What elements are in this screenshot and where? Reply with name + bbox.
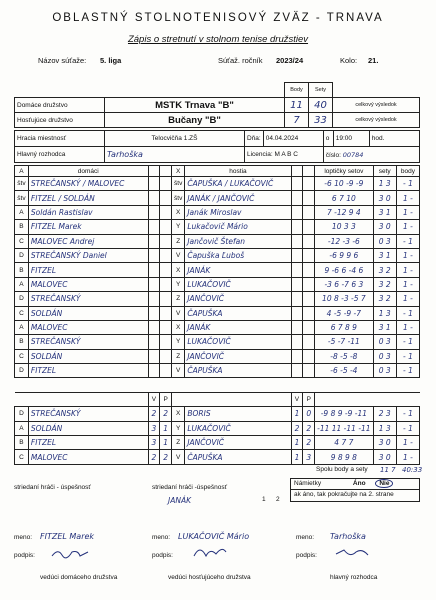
away-p <box>303 248 315 262</box>
home-slot: D <box>15 364 29 378</box>
col-set-points: loptičky setov <box>315 166 373 177</box>
home-slot: D <box>15 407 29 421</box>
home-player: FITZEL <box>28 364 148 378</box>
away-player: ČAPUŠKA / LUKAČOVIČ <box>185 177 291 191</box>
teams-table <box>14 82 420 128</box>
away-player: Jančovič Štefan <box>185 234 291 248</box>
away-name-label: meno: <box>152 534 171 541</box>
home-v <box>148 306 160 320</box>
away-p <box>303 234 315 248</box>
home-slot: A <box>15 421 29 435</box>
away-slot: Z <box>172 436 185 450</box>
home-slot: D <box>15 248 29 262</box>
objections-yes[interactable]: Áno <box>352 480 366 487</box>
points: - 1 <box>396 306 419 320</box>
totals-sets: 40:33 <box>402 466 423 474</box>
away-player: LUKAČOVIČ <box>185 335 291 349</box>
totals-label: Spolu body a sety <box>316 466 368 473</box>
season-label: Súťaž. ročník <box>218 56 263 65</box>
home-p <box>160 234 172 248</box>
away-v <box>291 220 303 234</box>
home-slot: A <box>15 205 29 219</box>
competition-value: 5. liga <box>100 56 122 65</box>
points: 1 - <box>396 220 419 234</box>
home-v <box>148 320 160 334</box>
table-row <box>15 234 420 248</box>
points: - 1 <box>396 364 419 378</box>
home-v <box>148 349 160 363</box>
away-p: 2 <box>303 421 315 435</box>
away-slot: V <box>172 248 185 262</box>
totals-points: 11 7 <box>380 466 396 474</box>
away-v: 1 <box>291 436 303 450</box>
away-player: LUKAČOVIČ <box>185 277 291 291</box>
licence-number: 00784 <box>342 150 364 159</box>
home-player: MALOVEC <box>28 277 148 291</box>
away-p: 3 <box>303 450 315 464</box>
away-slot: Z <box>172 349 185 363</box>
home-slot: B <box>15 436 29 450</box>
away-v-header: V <box>291 392 303 406</box>
points: 1 - <box>396 191 419 205</box>
away-player: JANČOVIČ <box>185 436 291 450</box>
home-slot: C <box>15 306 29 320</box>
set-points: -9 8 9 -9 -11 <box>315 407 373 421</box>
sets: 1 3 <box>373 177 396 191</box>
home-points: 11 <box>285 98 309 113</box>
vp-header-row <box>15 392 420 406</box>
table-row <box>15 349 420 363</box>
away-slot: V <box>172 364 185 378</box>
ref-name: Tarhoška <box>330 532 366 541</box>
points: 1 - <box>396 436 419 450</box>
sets: 3 1 <box>373 248 396 262</box>
away-player: BORIS <box>185 407 291 421</box>
set-points: -3 6 -7 6 3 <box>315 277 373 291</box>
home-slot: C <box>15 234 29 248</box>
set-points: -6 10 -9 -9 <box>315 177 373 191</box>
away-p <box>303 177 315 191</box>
set-points: -6 -5 -4 <box>315 364 373 378</box>
home-subs-label: striedaní hráči - úspešnosť <box>14 484 91 491</box>
sets: 0 3 <box>373 234 396 248</box>
home-v <box>148 364 160 378</box>
home-p <box>160 220 172 234</box>
table-row <box>15 335 420 349</box>
round-label: Kolo: <box>340 56 358 65</box>
points: - 1 <box>396 421 419 435</box>
time-value: 19:00 <box>333 131 369 147</box>
away-sub-p: 2 <box>276 496 280 503</box>
points: 1 - <box>396 320 419 334</box>
home-v-header: V <box>148 392 160 406</box>
table-row <box>15 248 420 262</box>
points: 1 - <box>396 263 419 277</box>
spacer <box>172 392 185 406</box>
page-subtitle: Zápis o stretnutí v stolnom tenise družstiev <box>127 34 309 45</box>
col-sets: sety <box>373 166 396 177</box>
away-subs-label: striedaní hráči -úspešnosť <box>152 484 228 491</box>
date-value: 04.04.2024 <box>263 131 323 147</box>
table-row <box>15 450 420 464</box>
home-player: FITZEL <box>28 263 148 277</box>
away-p <box>303 220 315 234</box>
set-points: 10 8 -3 -5 7 <box>315 292 373 306</box>
home-p <box>160 349 172 363</box>
licence-options: M A B C <box>274 151 298 158</box>
home-signature <box>50 546 90 560</box>
home-v <box>148 277 160 291</box>
set-points: 6 7 8 9 <box>315 320 373 334</box>
objections-label: Námietky <box>294 480 322 487</box>
col-points: body <box>396 166 419 177</box>
away-player: Lukačovič Mário <box>185 220 291 234</box>
away-slot: Y <box>172 335 185 349</box>
home-slot: A <box>15 277 29 291</box>
set-points: 4 -5 -9 -7 <box>315 306 373 320</box>
home-v <box>148 220 160 234</box>
home-sign-label: podpis: <box>14 552 35 559</box>
sets: 0 3 <box>373 364 396 378</box>
home-player: FITZEL Marek <box>28 220 148 234</box>
away-team-label: Hosťujúce družstvo <box>15 113 105 128</box>
home-v <box>148 234 160 248</box>
home-slot: štv <box>15 177 29 191</box>
away-v <box>291 306 303 320</box>
points: 1 - <box>396 450 419 464</box>
licence-number-label: číslo: <box>325 151 341 159</box>
home-p <box>160 177 172 191</box>
set-points: 9 8 9 8 <box>315 450 373 464</box>
away-team-name: Bučany "B" <box>105 113 285 128</box>
col-home: domáci <box>28 166 148 177</box>
spacer <box>28 392 148 406</box>
col-away: hostia <box>185 166 291 177</box>
away-sub-v: 1 <box>262 496 266 503</box>
away-slot: Y <box>172 277 185 291</box>
set-points: -11 11 -11 -11 <box>315 421 373 435</box>
overall-label-home: celkový výsledok <box>333 98 420 113</box>
set-points: -8 -5 -8 <box>315 349 373 363</box>
away-player: Čapuška Ľuboš <box>185 248 291 262</box>
points: - 1 <box>396 349 419 363</box>
home-p <box>160 205 172 219</box>
away-slot: X <box>172 205 185 219</box>
home-sets: 40 <box>309 98 333 113</box>
home-slot: C <box>15 349 29 363</box>
points: - 1 <box>396 407 419 421</box>
sets: 1 3 <box>373 306 396 320</box>
table-row <box>15 220 420 234</box>
away-v <box>291 364 303 378</box>
referee-value: Tarhoška <box>105 147 245 163</box>
objections-row <box>290 478 420 490</box>
home-v <box>148 248 160 262</box>
home-p: 1 <box>160 421 172 435</box>
season-value: 2023/24 <box>276 56 304 65</box>
table-row <box>15 191 420 205</box>
away-slot: V <box>172 450 185 464</box>
away-p <box>303 306 315 320</box>
away-player: ČAPUŠKA <box>185 306 291 320</box>
away-slot: Y <box>172 421 185 435</box>
home-player: SOLDÁN <box>28 306 148 320</box>
home-team-name: MSTK Trnava "B" <box>105 98 285 113</box>
spacer <box>185 392 291 406</box>
home-v: 3 <box>148 436 160 450</box>
away-v <box>291 277 303 291</box>
home-slot: D <box>15 292 29 306</box>
home-v <box>148 335 160 349</box>
home-player: MALOVEC Andrej <box>28 234 148 248</box>
set-points: 6 7 10 <box>315 191 373 205</box>
away-p: 0 <box>303 407 315 421</box>
set-points: 7 -12 9 4 <box>315 205 373 219</box>
away-v: 2 <box>291 421 303 435</box>
table-row <box>15 177 420 191</box>
objections-continue: ak áno, tak pokračujte na 2. strane <box>290 490 420 502</box>
home-v: 2 <box>148 407 160 421</box>
venue-value: Telocvičňa 1.ZŠ <box>105 131 245 147</box>
licence-number-cell <box>323 147 419 163</box>
away-player: JANČOVIČ <box>185 292 291 306</box>
points: 1 - <box>396 292 419 306</box>
away-player: LUKAČOVIČ <box>185 421 291 435</box>
venue-table <box>14 130 420 163</box>
col-x: X <box>172 166 185 177</box>
home-slot: B <box>15 335 29 349</box>
away-v <box>291 205 303 219</box>
table-row <box>15 277 420 291</box>
home-caption: vedúci domáceho družstva <box>40 574 118 581</box>
ref-caption: hlavný rozhodca <box>330 574 378 581</box>
home-slot: štv <box>15 191 29 205</box>
matches-table <box>14 165 420 465</box>
away-p-header: P <box>303 392 315 406</box>
venue-label: Hracia miestnosť <box>15 131 105 147</box>
away-player: Janák Miroslav <box>185 205 291 219</box>
spacer <box>15 392 29 406</box>
objections-box <box>290 478 420 502</box>
home-p-header: P <box>160 392 172 406</box>
objections-no[interactable]: Nie <box>375 479 393 488</box>
points-header: Body <box>285 83 309 98</box>
set-points: -6 9 9 6 <box>315 248 373 262</box>
home-p <box>160 277 172 291</box>
home-p <box>160 292 172 306</box>
home-team-label: Domáce družstvo <box>15 98 105 113</box>
home-v: 3 <box>148 421 160 435</box>
set-points: 4 7 7 <box>315 436 373 450</box>
away-slot: V <box>172 306 185 320</box>
home-captain-name: FITZEL Marek <box>40 532 95 541</box>
table-row <box>15 205 420 219</box>
sets: 0 3 <box>373 349 396 363</box>
home-v: 2 <box>148 450 160 464</box>
home-player: MALOVEC <box>28 320 148 334</box>
home-player: STREČANSKÝ Daniel <box>28 248 148 262</box>
away-player: JANÁK <box>185 263 291 277</box>
sets: 0 3 <box>373 335 396 349</box>
away-player: JANČOVIČ <box>185 349 291 363</box>
home-player: Soldán Rastislav <box>28 205 148 219</box>
set-points: 10 3 3 <box>315 220 373 234</box>
away-sign-label: podpis: <box>152 552 173 559</box>
away-p <box>303 191 315 205</box>
table-row <box>15 421 420 435</box>
home-player: STREČANSKÝ <box>28 292 148 306</box>
home-slot: A <box>15 320 29 334</box>
away-slot: štv <box>172 177 185 191</box>
home-slot: B <box>15 263 29 277</box>
home-player: STREČANSKÝ / MALOVEC <box>28 177 148 191</box>
away-sets: 33 <box>309 113 333 128</box>
ref-signature <box>334 546 374 560</box>
home-v <box>148 191 160 205</box>
away-v: 1 <box>291 450 303 464</box>
away-p <box>303 364 315 378</box>
away-p <box>303 263 315 277</box>
points: 1 - <box>396 205 419 219</box>
away-slot: štv <box>172 191 185 205</box>
set-points: 9 -6 6 -4 6 <box>315 263 373 277</box>
date-label: Dňa: <box>245 131 264 147</box>
table-row <box>15 436 420 450</box>
round-value: 21. <box>368 56 379 65</box>
home-p: 2 <box>160 450 172 464</box>
home-slot: B <box>15 220 29 234</box>
away-slot: Z <box>172 234 185 248</box>
away-v <box>291 234 303 248</box>
away-player: JANÁK / JANČOVIČ <box>185 191 291 205</box>
sets: 3 0 <box>373 191 396 205</box>
away-captain-name: LUKAČOVIČ Mário <box>178 532 250 541</box>
away-v <box>291 177 303 191</box>
home-player: FITZEL / SOLDÁN <box>28 191 148 205</box>
points: 1 - <box>396 248 419 262</box>
table-row <box>15 263 420 277</box>
home-p <box>160 306 172 320</box>
away-p <box>303 349 315 363</box>
away-slot: Y <box>172 220 185 234</box>
away-slot: X <box>172 407 185 421</box>
table-row <box>15 320 420 334</box>
page-title: OBLASTNÝ STOLNOTENISOVÝ ZVÄZ - TRNAVA <box>52 12 384 24</box>
sets: 3 2 <box>373 263 396 277</box>
away-v: 1 <box>291 407 303 421</box>
col-a: A <box>15 166 29 177</box>
away-slot: X <box>172 320 185 334</box>
sets: 1 3 <box>373 421 396 435</box>
time-label: o <box>323 131 333 147</box>
home-p <box>160 263 172 277</box>
table-row <box>15 292 420 306</box>
home-p <box>160 320 172 334</box>
away-v <box>291 292 303 306</box>
sets: 3 0 <box>373 450 396 464</box>
home-player: SOLDÁN <box>28 349 148 363</box>
away-sub-player: JANÁK <box>168 496 192 505</box>
sets: 2 3 <box>373 407 396 421</box>
set-points: -12 -3 -6 <box>315 234 373 248</box>
away-player: JANÁK <box>185 320 291 334</box>
away-v <box>291 248 303 262</box>
points: - 1 <box>396 335 419 349</box>
sets-header: Sety <box>309 83 333 98</box>
home-v <box>148 292 160 306</box>
away-p <box>303 320 315 334</box>
home-player: STREČANSKÝ <box>28 407 148 421</box>
home-v <box>148 205 160 219</box>
home-v <box>148 177 160 191</box>
competition-label: Názov súťaže: <box>38 56 87 65</box>
home-player: SOLDÁN <box>28 421 148 435</box>
sets: 3 2 <box>373 292 396 306</box>
home-player: MALOVEC <box>28 450 148 464</box>
home-v <box>148 263 160 277</box>
set-points: -5 -7 -11 <box>315 335 373 349</box>
away-player: ČAPUŠKA <box>185 364 291 378</box>
home-p: 1 <box>160 436 172 450</box>
home-slot: C <box>15 450 29 464</box>
overall-label-away: celkový výsledok <box>333 113 420 128</box>
sets: 3 0 <box>373 436 396 450</box>
away-v <box>291 320 303 334</box>
home-p: 2 <box>160 407 172 421</box>
table-row <box>15 306 420 320</box>
away-player: ČAPUŠKA <box>185 450 291 464</box>
away-p <box>303 335 315 349</box>
away-v <box>291 349 303 363</box>
away-slot: Z <box>172 292 185 306</box>
table-row <box>15 364 420 378</box>
away-v <box>291 263 303 277</box>
away-points: 7 <box>285 113 309 128</box>
home-p <box>160 335 172 349</box>
away-v <box>291 191 303 205</box>
away-signature <box>190 544 230 560</box>
licence-cell <box>245 147 324 163</box>
away-p <box>303 277 315 291</box>
sets: 3 1 <box>373 320 396 334</box>
home-p <box>160 364 172 378</box>
away-v <box>291 335 303 349</box>
sets: 3 0 <box>373 220 396 234</box>
home-name-label: meno: <box>14 534 33 541</box>
away-p <box>303 292 315 306</box>
points: - 1 <box>396 177 419 191</box>
licence-label: Licencia: <box>247 151 273 158</box>
ref-name-label: meno: <box>296 534 315 541</box>
sets: 3 2 <box>373 277 396 291</box>
away-slot: X <box>172 263 185 277</box>
home-p <box>160 191 172 205</box>
sets: 3 1 <box>373 205 396 219</box>
away-caption: vedúci hosťujúceho družstva <box>168 574 251 581</box>
home-player: FITZEL <box>28 436 148 450</box>
home-p <box>160 248 172 262</box>
referee-label: Hlavný rozhodca <box>15 147 105 163</box>
away-p: 2 <box>303 436 315 450</box>
points: 1 - <box>396 277 419 291</box>
home-player: STREČANSKÝ <box>28 335 148 349</box>
points: - 1 <box>396 234 419 248</box>
away-p <box>303 205 315 219</box>
ref-sign-label: podpis: <box>296 552 317 559</box>
table-row <box>15 407 420 421</box>
hour-label: hod. <box>369 131 419 147</box>
